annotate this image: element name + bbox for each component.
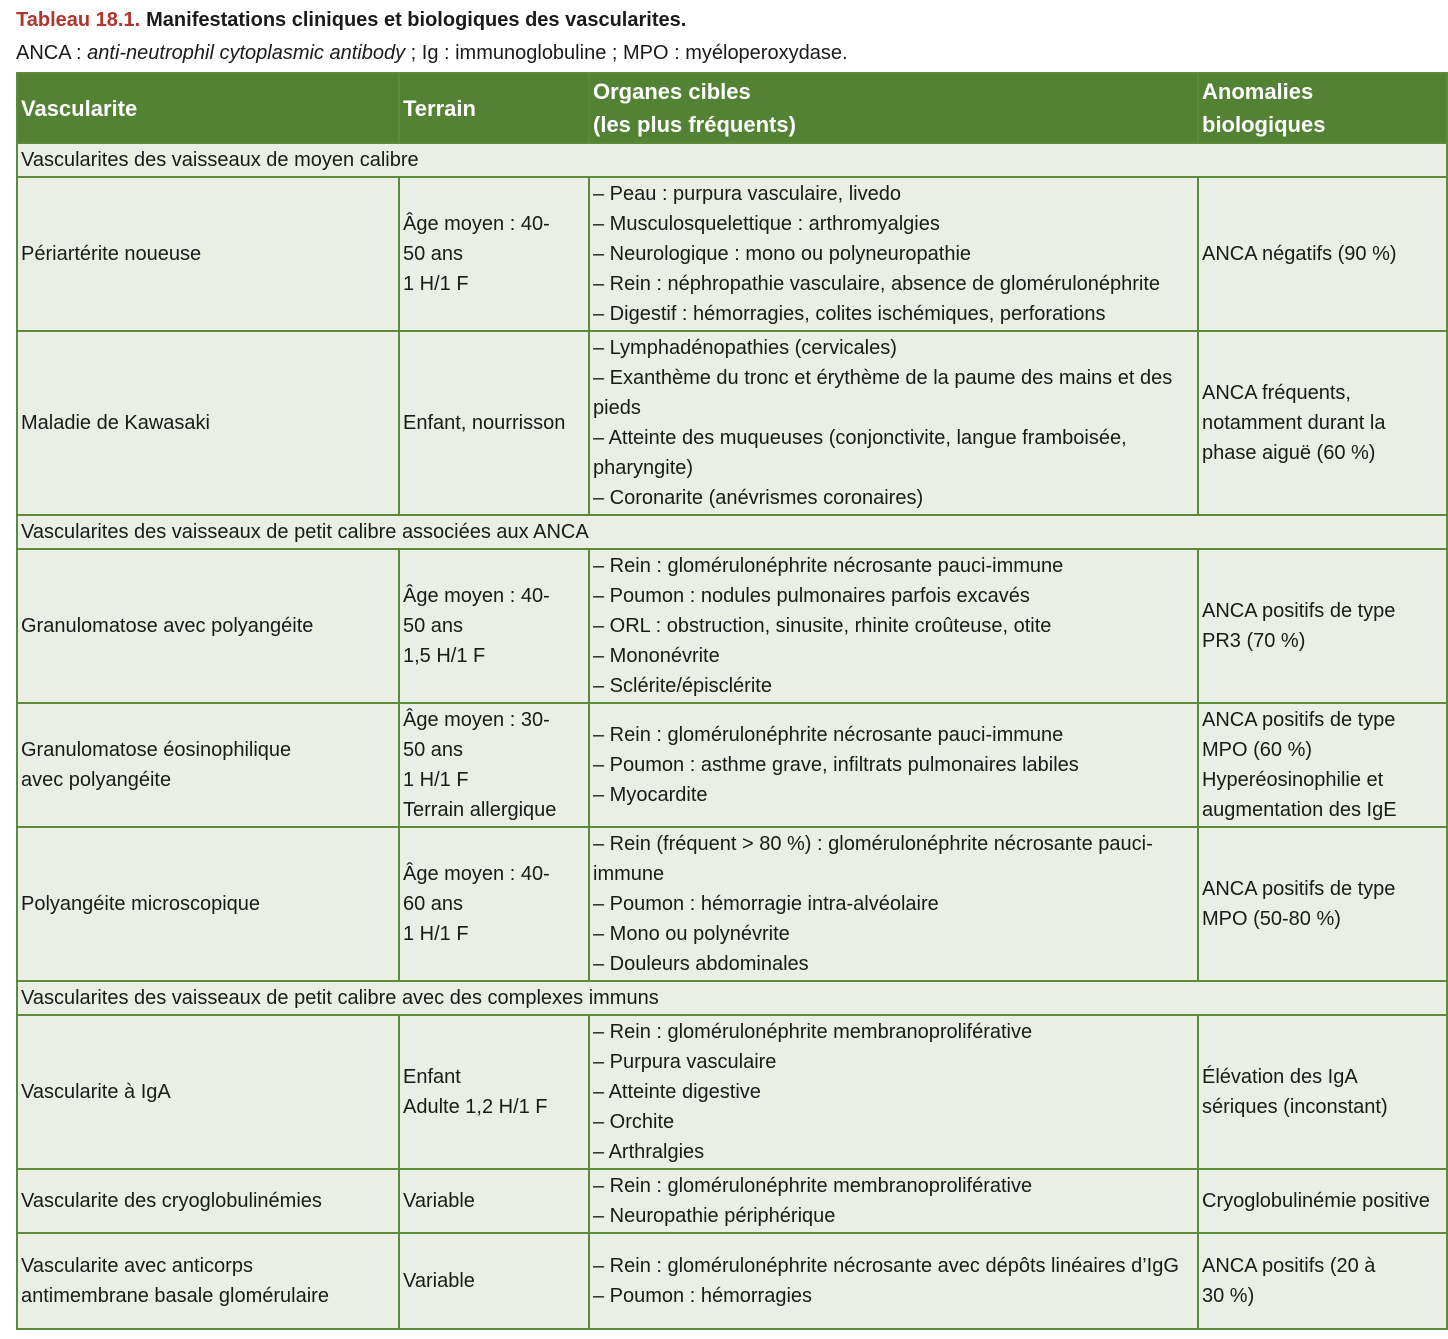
table-number: Tableau 18.1.	[16, 9, 141, 31]
cell-vascularite-line: Polyangéite microscopique	[21, 893, 261, 915]
cell-organes-line: – Poumon : hémorragie intra-alvéolaire	[593, 893, 939, 915]
cell-terrain	[399, 549, 589, 703]
header-terrain: Terrain	[399, 73, 589, 143]
cell-organes-line: – Sclérite/épisclérite	[593, 675, 772, 697]
cell-organes-line: – Rein : glomérulonéphrite nécrosante avec dépôts linéaires d’IgG	[593, 1255, 1179, 1277]
cell-anomalies-line: MPO (60 %)	[1202, 739, 1313, 761]
cell-anomalies	[1198, 549, 1447, 703]
cell-terrain	[399, 703, 589, 827]
cell-anomalies	[1198, 827, 1447, 981]
cell-organes-line: – Coronarite (anévrismes coronaires)	[593, 487, 924, 509]
cell-anomalies-line: PR3 (70 %)	[1202, 630, 1306, 652]
cell-anomalies-line: MPO (50-80 %)	[1202, 908, 1341, 930]
cell-organes-line: – Peau : purpura vasculaire, livedo	[593, 183, 901, 205]
cell-organes-line: – Digestif : hémorragies, colites ischémiques, perforations	[593, 303, 1106, 325]
cell-anomalies-line: ANCA positifs de type	[1202, 709, 1396, 731]
cell-organes-line: – Rein : néphropathie vasculaire, absence de glomérulonéphrite	[593, 273, 1161, 295]
cell-vascularite-line: Granulomatose éosinophilique	[21, 739, 292, 761]
cell-organes-line: – Lymphadénopathies (cervicales)	[593, 337, 897, 359]
section-row	[17, 981, 1447, 1015]
cell-anomalies-line: ANCA fréquents,	[1202, 382, 1351, 404]
cell-terrain-line: 1,5 H/1 F	[403, 645, 486, 667]
cell-organes-line: – Poumon : hémorragies	[593, 1285, 813, 1307]
cell-anomalies-line: Hyperéosinophilie et	[1202, 769, 1384, 791]
cell-organes-line: – Rein : glomérulonéphrite membranoproliférative	[593, 1175, 1033, 1197]
cell-organes-line: – Arthralgies	[593, 1141, 705, 1163]
cell-terrain	[399, 1233, 589, 1329]
cell-terrain-line: Âge moyen : 40-	[403, 863, 550, 885]
cell-anomalies-line: Élévation des IgA	[1202, 1066, 1358, 1088]
cell-organes-line: – Myocardite	[593, 784, 708, 806]
header-anomalies-biologiques	[1198, 73, 1447, 143]
table-body	[17, 143, 1447, 1329]
cell-organes-line: – Neuropathie périphérique	[593, 1205, 836, 1227]
cell-organes	[589, 549, 1198, 703]
cell-anomalies-line: ANCA négatifs (90 %)	[1202, 243, 1397, 265]
cell-organes-line: – Poumon : nodules pulmonaires parfois excavés	[593, 585, 1030, 607]
cell-organes-line: – Orchite	[593, 1111, 675, 1133]
section-title: Vascularites des vaisseaux de moyen calibre	[17, 143, 1447, 177]
cell-vascularite-line: Vascularite avec anticorps	[21, 1255, 253, 1277]
section-row	[17, 143, 1447, 177]
table-row	[17, 549, 1447, 703]
cell-organes-line: – Rein : glomérulonéphrite nécrosante pauci-immune	[593, 724, 1064, 746]
cell-anomalies-line: ANCA positifs de type	[1202, 600, 1396, 622]
abbrev-anca-expansion: anti-neutrophil cytoplasmic antibody	[87, 42, 406, 64]
cell-anomalies-line: phase aiguë (60 %)	[1202, 442, 1376, 464]
table-row	[17, 827, 1447, 981]
cell-organes-line: – Poumon : asthme grave, infiltrats pulmonaires labiles	[593, 754, 1079, 776]
cell-terrain-line: 1 H/1 F	[403, 923, 469, 945]
cell-anomalies	[1198, 1015, 1447, 1169]
table-row	[17, 1233, 1447, 1329]
cell-terrain	[399, 1169, 589, 1233]
header-organes-cibles	[589, 73, 1198, 143]
cell-terrain-line: 1 H/1 F	[403, 769, 469, 791]
cell-vascularite	[17, 1015, 399, 1169]
cell-organes-line: – Atteinte des muqueuses (conjonctivite, langue framboisée, pharyngite)	[593, 427, 1127, 479]
vasculitis-table	[16, 72, 1448, 1330]
table-row	[17, 1015, 1447, 1169]
table-row	[17, 331, 1447, 515]
table-row	[17, 1169, 1447, 1233]
cell-organes-line: – Mononévrite	[593, 645, 720, 667]
cell-organes-line: – Rein (fréquent > 80 %) : glomérulonéphrite nécrosante pauci-immune	[593, 833, 1153, 885]
cell-organes-line: – Musculosquelettique : arthromyalgies	[593, 213, 940, 235]
cell-terrain-line: Adulte 1,2 H/1 F	[403, 1096, 548, 1118]
cell-vascularite	[17, 827, 399, 981]
cell-terrain	[399, 1015, 589, 1169]
cell-organes-line: – Douleurs abdominales	[593, 953, 809, 975]
cell-vascularite	[17, 331, 399, 515]
cell-anomalies-line: augmentation des IgE	[1202, 799, 1397, 821]
cell-organes-line: – Mono ou polynévrite	[593, 923, 790, 945]
cell-organes	[589, 1015, 1198, 1169]
header-anomalies-line1: Anomalies	[1202, 79, 1314, 104]
cell-anomalies-line: Cryoglobulinémie positive	[1202, 1190, 1430, 1212]
cell-organes-line: – Purpura vasculaire	[593, 1051, 777, 1073]
cell-organes-line: – Atteinte digestive	[593, 1081, 761, 1103]
cell-anomalies	[1198, 1233, 1447, 1329]
cell-vascularite	[17, 549, 399, 703]
cell-terrain-line: Enfant, nourrisson	[403, 412, 566, 434]
cell-terrain	[399, 331, 589, 515]
cell-vascularite	[17, 1169, 399, 1233]
cell-organes	[589, 331, 1198, 515]
cell-vascularite-line: Périartérite noueuse	[21, 243, 202, 265]
cell-terrain-line: 50 ans	[403, 243, 464, 265]
cell-terrain-line: 50 ans	[403, 615, 464, 637]
header-anomalies-line2: biologiques	[1202, 112, 1326, 137]
cell-anomalies	[1198, 703, 1447, 827]
cell-terrain-line: 60 ans	[403, 893, 464, 915]
cell-terrain-line: Enfant	[403, 1066, 461, 1088]
cell-terrain-line: Âge moyen : 40-	[403, 585, 550, 607]
table-row	[17, 177, 1447, 331]
table-title: Manifestations cliniques et biologiques des vascularites.	[146, 9, 687, 31]
cell-vascularite	[17, 177, 399, 331]
cell-terrain-line: Âge moyen : 40-	[403, 213, 550, 235]
table-row	[17, 703, 1447, 827]
header-vascularite: Vascularite	[17, 73, 399, 143]
table-header-row	[17, 73, 1447, 143]
cell-terrain-line: 1 H/1 F	[403, 273, 469, 295]
cell-anomalies-line: notamment durant la	[1202, 412, 1386, 434]
cell-organes	[589, 703, 1198, 827]
cell-vascularite	[17, 703, 399, 827]
cell-terrain-line: 50 ans	[403, 739, 464, 761]
header-organes-line1: Organes cibles	[593, 79, 751, 104]
cell-anomalies	[1198, 177, 1447, 331]
cell-organes-line: – Neurologique : mono ou polyneuropathie	[593, 243, 972, 265]
cell-anomalies	[1198, 331, 1447, 515]
cell-terrain-line: Variable	[403, 1270, 475, 1292]
cell-organes	[589, 827, 1198, 981]
cell-terrain	[399, 177, 589, 331]
cell-anomalies-line: ANCA positifs de type	[1202, 878, 1396, 900]
cell-vascularite	[17, 1233, 399, 1329]
cell-vascularite-line: avec polyangéite	[21, 769, 172, 791]
abbrev-part1: ANCA :	[16, 42, 88, 64]
cell-organes	[589, 1233, 1198, 1329]
cell-organes-line: – Rein : glomérulonéphrite membranoproliférative	[593, 1021, 1033, 1043]
cell-terrain	[399, 827, 589, 981]
cell-terrain-line: Âge moyen : 30-	[403, 709, 550, 731]
cell-anomalies-line: 30 %)	[1202, 1285, 1255, 1307]
section-title: Vascularites des vaisseaux de petit calibre associées aux ANCA	[17, 515, 1447, 549]
cell-anomalies-line: ANCA positifs (20 à	[1202, 1255, 1376, 1277]
table-caption	[16, 6, 686, 34]
cell-organes-line: – Exanthème du tronc et érythème de la paume des mains et des pieds	[593, 367, 1173, 419]
abbreviations-note	[16, 40, 848, 66]
cell-terrain-line: Terrain allergique	[403, 799, 557, 821]
cell-vascularite-line: Vascularite des cryoglobulinémies	[21, 1190, 322, 1212]
cell-organes-line: – Rein : glomérulonéphrite nécrosante pauci-immune	[593, 555, 1064, 577]
cell-vascularite-line: Vascularite à IgA	[21, 1081, 171, 1103]
cell-organes	[589, 1169, 1198, 1233]
cell-organes-line: – ORL : obstruction, sinusite, rhinite croûteuse, otite	[593, 615, 1052, 637]
section-row	[17, 515, 1447, 549]
cell-terrain-line: Variable	[403, 1190, 475, 1212]
cell-vascularite-line: Maladie de Kawasaki	[21, 412, 210, 434]
section-title: Vascularites des vaisseaux de petit calibre avec des complexes immuns	[17, 981, 1447, 1015]
cell-anomalies	[1198, 1169, 1447, 1233]
abbrev-part2: ; Ig : immunoglobuline ; MPO : myéloperoxydase.	[405, 42, 848, 64]
header-organes-line2: (les plus fréquents)	[593, 112, 796, 137]
cell-vascularite-line: antimembrane basale glomérulaire	[21, 1285, 329, 1307]
cell-organes	[589, 177, 1198, 331]
cell-anomalies-line: sériques (inconstant)	[1202, 1096, 1388, 1118]
cell-vascularite-line: Granulomatose avec polyangéite	[21, 615, 314, 637]
